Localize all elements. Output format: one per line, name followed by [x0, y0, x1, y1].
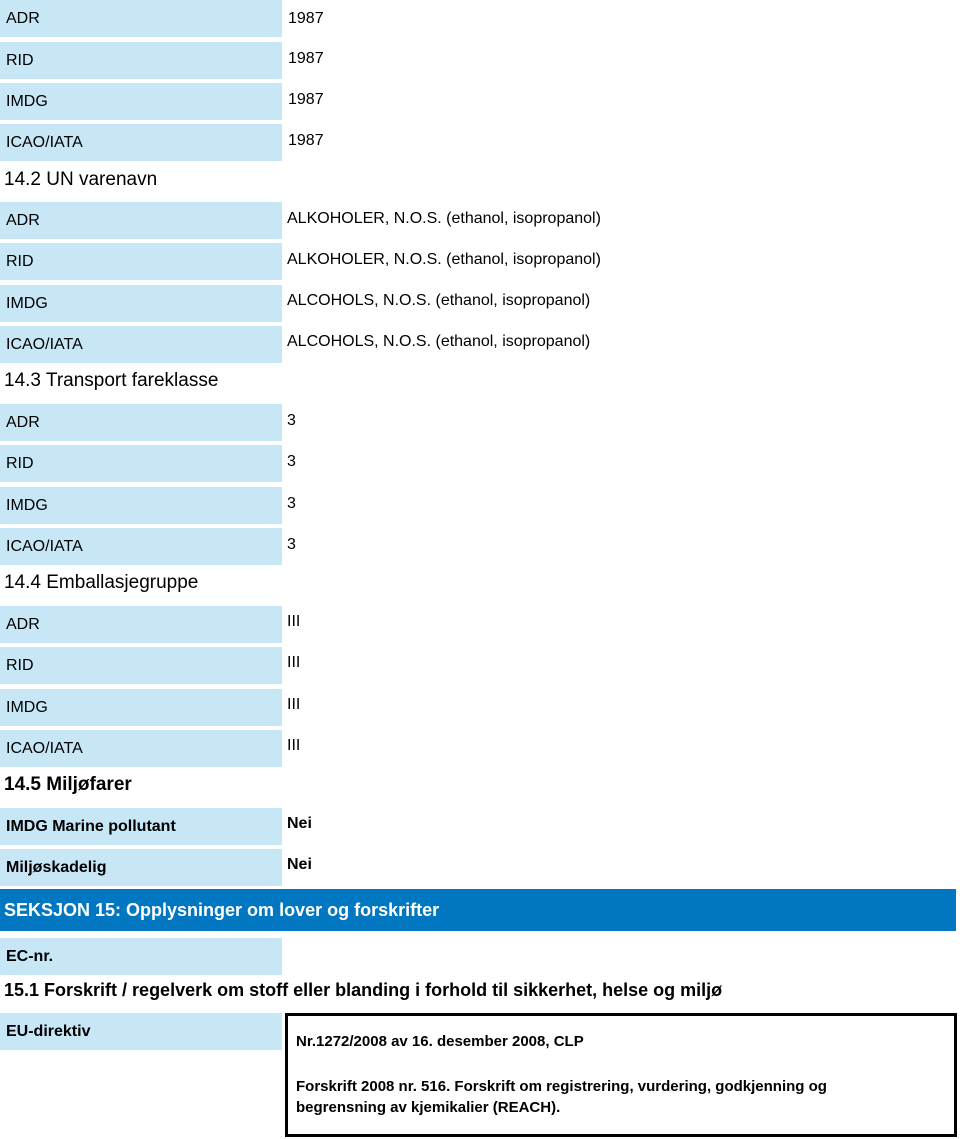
row-label-rid: RID: [0, 42, 282, 79]
heading-14-4: 14.4 Emballasjegruppe: [4, 572, 199, 593]
row-label-imdg: IMDG: [0, 689, 282, 726]
row-label-imdg: IMDG: [0, 83, 282, 120]
row-label-rid: RID: [0, 647, 282, 684]
eu-direktiv-label: EU-direktiv: [0, 1013, 282, 1050]
row-value-adr: 1987: [288, 9, 324, 27]
row-label-rid: RID: [0, 445, 282, 482]
eu-direktiv-clp: Nr.1272/2008 av 16. desember 2008, CLP: [296, 1033, 584, 1050]
row-label-adr: ADR: [0, 404, 282, 441]
row-label-marine-pollutant: IMDG Marine pollutant: [0, 808, 282, 845]
row-label-miljoskadelig: Miljøskadelig: [0, 849, 282, 886]
row-value-icao: 3: [287, 535, 296, 553]
eu-direktiv-box: [285, 1013, 957, 1137]
row-label-icao: ICAO/IATA: [0, 124, 282, 161]
heading-15-1: 15.1 Forskrift / regelverk om stoff eller blanding i forhold til sikkerhet, helse og miljø: [4, 980, 723, 1000]
row-value-rid: III: [287, 653, 301, 671]
row-value-rid: ALKOHOLER, N.O.S. (ethanol, isopropanol): [287, 250, 601, 268]
row-value-icao: III: [287, 736, 301, 754]
row-value-marine-pollutant: Nei: [287, 814, 312, 832]
row-value-icao: ALCOHOLS, N.O.S. (ethanol, isopropanol): [287, 332, 591, 350]
heading-14-3: 14.3 Transport fareklasse: [4, 370, 219, 391]
row-label-adr: ADR: [0, 606, 282, 643]
row-value-rid: 3: [287, 452, 296, 470]
row-value-adr: III: [287, 612, 301, 630]
row-label-imdg: IMDG: [0, 285, 282, 322]
row-value-adr: 3: [287, 411, 296, 429]
row-value-icao: 1987: [288, 131, 324, 149]
row-value-adr: ALKOHOLER, N.O.S. (ethanol, isopropanol): [287, 209, 601, 227]
ec-nr-label: EC-nr.: [0, 938, 282, 975]
row-label-icao: ICAO/IATA: [0, 730, 282, 767]
eu-direktiv-reach: Forskrift 2008 nr. 516. Forskrift om registrering, vurdering, godkjenning og begrensning av kjemikalier (REACH).: [296, 1078, 827, 1116]
row-value-imdg: 1987: [288, 90, 324, 108]
heading-14-2: 14.2 UN varenavn: [4, 169, 158, 190]
row-label-imdg: IMDG: [0, 487, 282, 524]
row-value-imdg: ALCOHOLS, N.O.S. (ethanol, isopropanol): [287, 291, 591, 309]
section-15-header: SEKSJON 15: Opplysninger om lover og forskrifter: [0, 889, 956, 931]
row-label-adr: ADR: [0, 202, 282, 239]
heading-14-5: 14.5 Miljøfarer: [4, 774, 132, 795]
row-label-adr: ADR: [0, 0, 282, 37]
row-value-imdg: III: [287, 695, 301, 713]
row-label-icao: ICAO/IATA: [0, 326, 282, 363]
row-value-miljoskadelig: Nei: [287, 855, 312, 873]
row-value-rid: 1987: [288, 49, 324, 67]
row-value-imdg: 3: [287, 494, 296, 512]
row-label-rid: RID: [0, 243, 282, 280]
row-label-icao: ICAO/IATA: [0, 528, 282, 565]
